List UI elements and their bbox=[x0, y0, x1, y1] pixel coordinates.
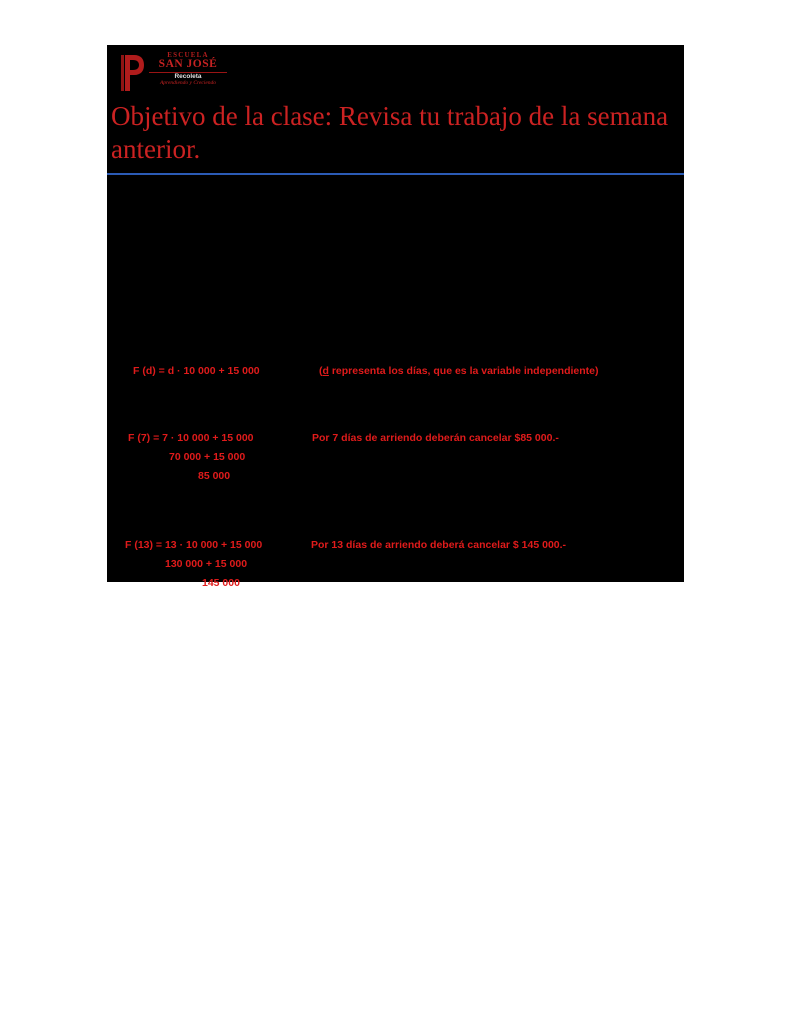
logo-wordmark bbox=[149, 52, 227, 87]
logo-line-recoleta: Recoleta bbox=[174, 72, 202, 80]
logo-line-sanjose: SAN JOSÉ bbox=[149, 59, 227, 73]
equation-3-sum: 130 000 + 15 000 bbox=[165, 558, 248, 570]
school-logo bbox=[119, 51, 229, 96]
equation-2-note: Por 7 días de arriendo deberán cancelar $85 000.- bbox=[312, 432, 559, 444]
equation-2-result: 85 000 bbox=[198, 470, 231, 482]
equation-1-note-paren: ( bbox=[319, 365, 323, 377]
equation-3-note: Por 13 días de arriendo deberá cancelar $ 145 000.- bbox=[311, 539, 567, 551]
logo-line-motto: Aprendiendo y Creciendo bbox=[159, 80, 217, 86]
equation-2-expression: F (7) = 7 · 10 000 + 15 000 bbox=[128, 432, 254, 444]
equation-1-note-text: representa los días, que es la variable independiente) bbox=[328, 365, 599, 377]
slide-body bbox=[107, 175, 684, 589]
equation-1-note bbox=[319, 365, 599, 377]
slide bbox=[107, 45, 684, 589]
equation-1-note-variable: d bbox=[322, 365, 329, 377]
equation-1-expression: F (d) = d · 10 000 + 15 000 bbox=[133, 365, 260, 377]
logo-emblem-icon bbox=[119, 53, 147, 93]
equation-3-expression: F (13) = 13 · 10 000 + 15 000 bbox=[125, 539, 263, 551]
logo-line-escuela: ESCUELA bbox=[167, 51, 209, 59]
equation-2-sum: 70 000 + 15 000 bbox=[169, 451, 246, 463]
equation-3-result: 145 000 bbox=[202, 577, 240, 589]
slide-title: Objetivo de la clase: Revisa tu trabajo de la semana anterior. bbox=[111, 101, 669, 164]
